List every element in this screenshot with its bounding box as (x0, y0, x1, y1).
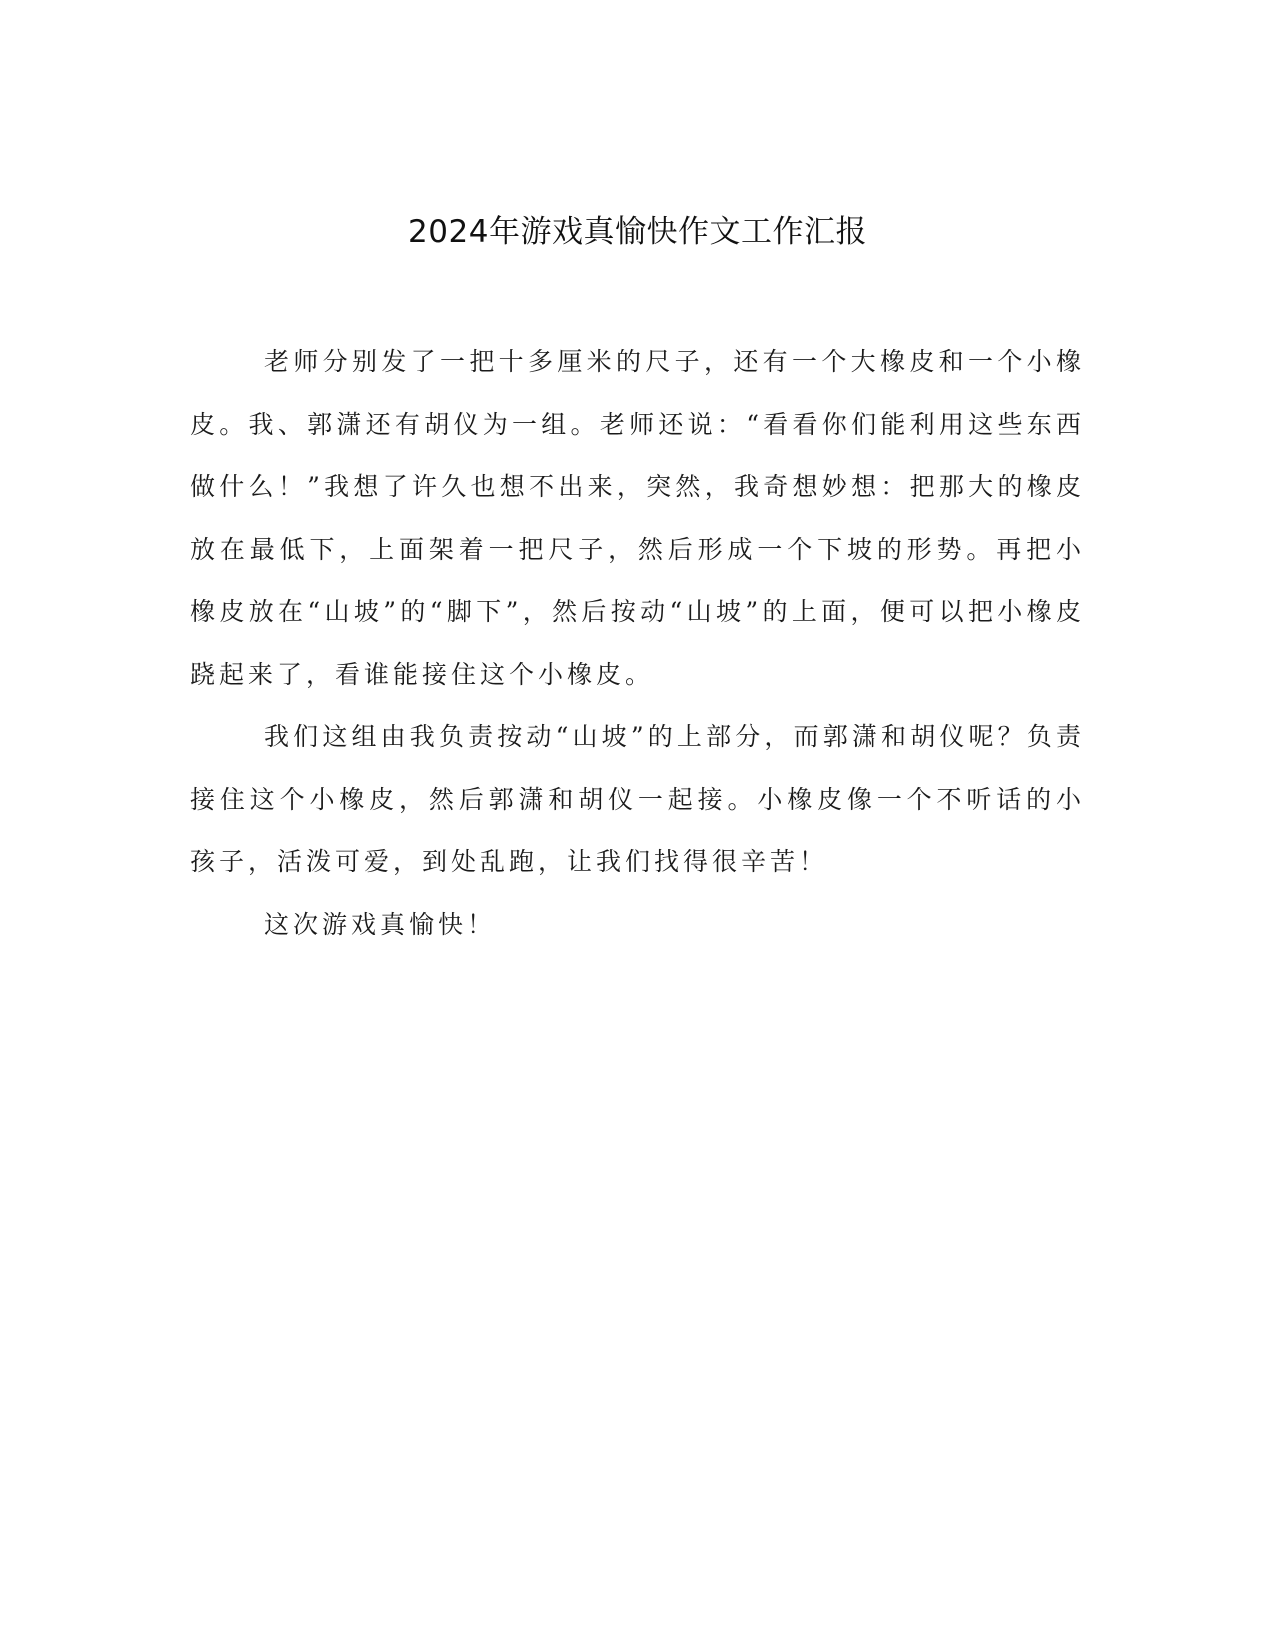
paragraph-3: 这次游戏真愉快！ (264, 909, 497, 939)
document-title: 2024年游戏真愉快作文工作汇报 (408, 214, 867, 250)
document-body (190, 331, 1085, 956)
paragraph-1: 老师分别发了一把十多厘米的尺子，还有一个大橡皮和一个小橡皮。我、郭潇还有胡仪为一组。老师还说：“看看你们能利用这些东西做什么！”我想了许久也想不出来，突然，我奇想妙想：把那大的橡皮放在最低下，上面架着一把尺子，然后形成一个下坡的形势。再把小橡皮放在“山坡”的“脚下”，然后按动“山坡”的上面，便可以把小橡皮跷起来了，看谁能接住这个小橡皮。 (190, 347, 1085, 689)
paragraph-2: 我们这组由我负责按动“山坡”的上部分，而郭潇和胡仪呢？负责接住这个小橡皮，然后郭潇和胡仪一起接。小橡皮像一个不听话的小孩子，活泼可爱，到处乱跑，让我们找得很辛苦！ (190, 722, 1085, 876)
